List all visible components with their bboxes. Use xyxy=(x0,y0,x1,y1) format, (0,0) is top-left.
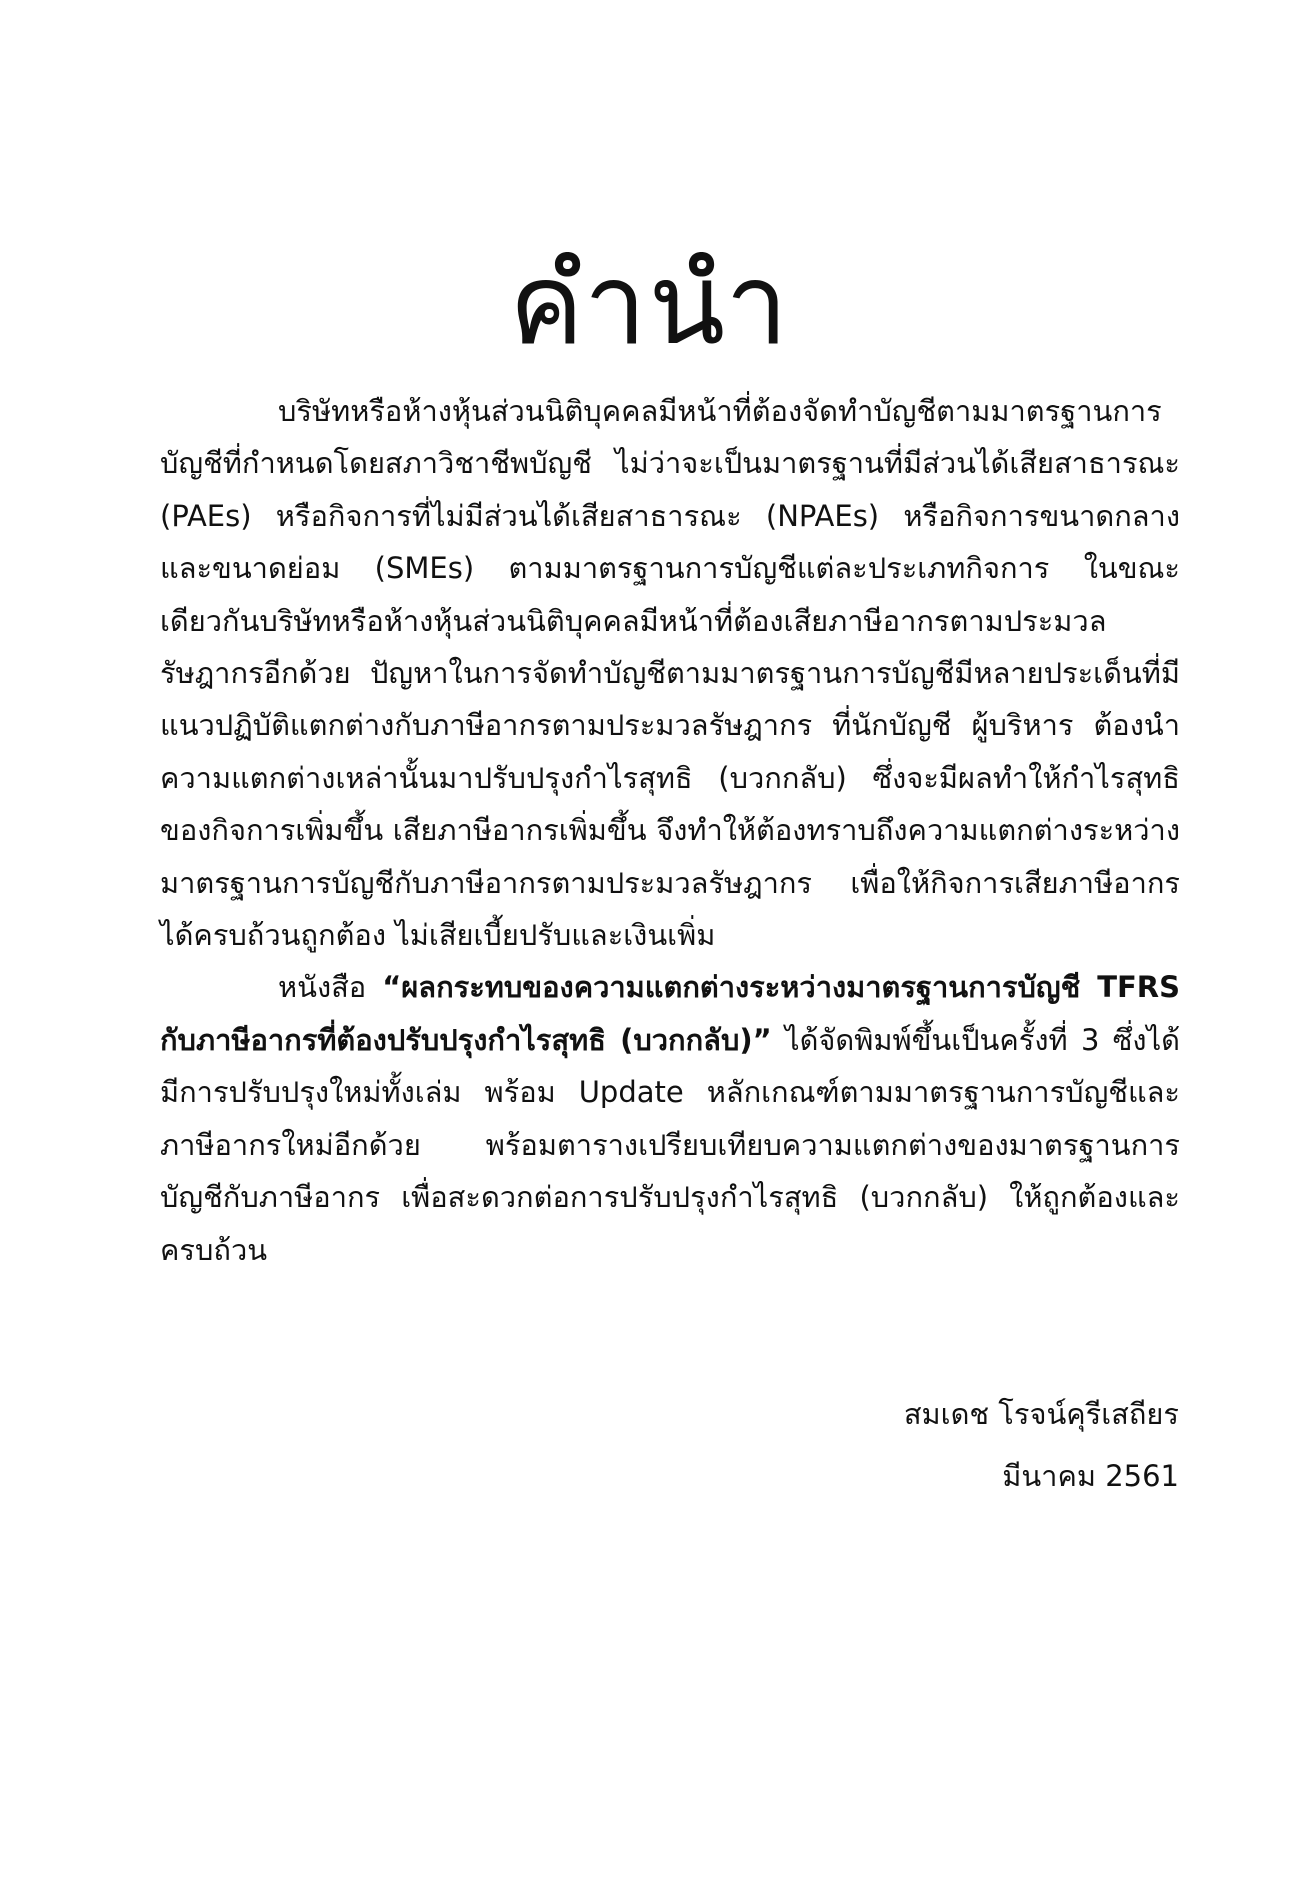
author-name: สมเดช โรจน์คุรีเสถียร xyxy=(903,1397,1179,1431)
signature-date: มีนาคม 2561 xyxy=(1002,1459,1179,1493)
book-title: “ผลกระทบของความแตกต่างระหว่างมาตรฐานการบัญชี TFRS กับภาษีอากรที่ต้องปรับปรุงกำไรสุทธิ (บวกกลับ)” xyxy=(160,970,1180,1057)
signature-block xyxy=(904,1383,1179,1507)
preface-body xyxy=(160,385,1180,1276)
paragraph-2 xyxy=(160,961,1180,1275)
paragraph-1: บริษัทหรือห้างหุ้นส่วนนิติบุคคลมีหน้าที่ต้องจัดทำบัญชีตามมาตรฐานการบัญชีที่กำหนดโดยสภาวิชาชีพบัญชี ไม่ว่าจะเป็นมาตรฐานที่มีส่วนได้เสียสาธารณะ (PAEs) หรือกิจการที่ไม่มีส่วนได้เสียสาธารณะ (NPAEs) หรือกิจการขนาดกลางและขนาดย่อม (SMEs) ตามมาตรฐานการบัญชีแต่ละประเภทกิจการ ในขณะเดียวกันบริษัทหรือห้างหุ้นส่วนนิติบุคคลมีหน้าที่ต้องเสียภาษีอากรตามประมวลรัษฎากรอีกด้วย ปัญหาในการจัดทำบัญชีตามมาตรฐานการบัญชีมีหลายประเด็นที่มีแนวปฏิบัติแตกต่างกับภาษีอากรตามประมวลรัษฎากร ที่นักบัญชี ผู้บริหาร ต้องนำความแตกต่างเหล่านั้นมาปรับปรุงกำไรสุทธิ (บวกกลับ) ซึ่งจะมีผลทำให้กำไรสุทธิของกิจการเพิ่มขึ้น เสียภาษีอากรเพิ่มขึ้น จึงทำให้ต้องทราบถึงความแตกต่างระหว่างมาตรฐานการบัญชีกับภาษีอากรตามประมวลรัษฎากร เพื่อให้กิจการเสียภาษีอากรได้ครบถ้วนถูกต้อง ไม่เสียเบี้ยปรับและเงินเพิ่ม xyxy=(160,394,1180,953)
paragraph-2-lead: หนังสือ xyxy=(278,970,383,1005)
page-title: คำนำ xyxy=(508,240,791,371)
paragraph-2-rest: ได้จัดพิมพ์ขึ้นเป็นครั้งที่ 3 ซึ่งได้มีการปรับปรุงใหม่ทั้งเล่ม พร้อม Update หลักเกณฑ์ตามมาตรฐานการบัญชีและภาษีอากรใหม่อีกด้วย พร้อมตารางเปรียบเทียบความแตกต่างของมาตรฐานการบัญชีกับภาษีอากร เพื่อสะดวกต่อการปรับปรุงกำไรสุทธิ (บวกกลับ) ให้ถูกต้องและครบถ้วน xyxy=(160,1022,1180,1267)
